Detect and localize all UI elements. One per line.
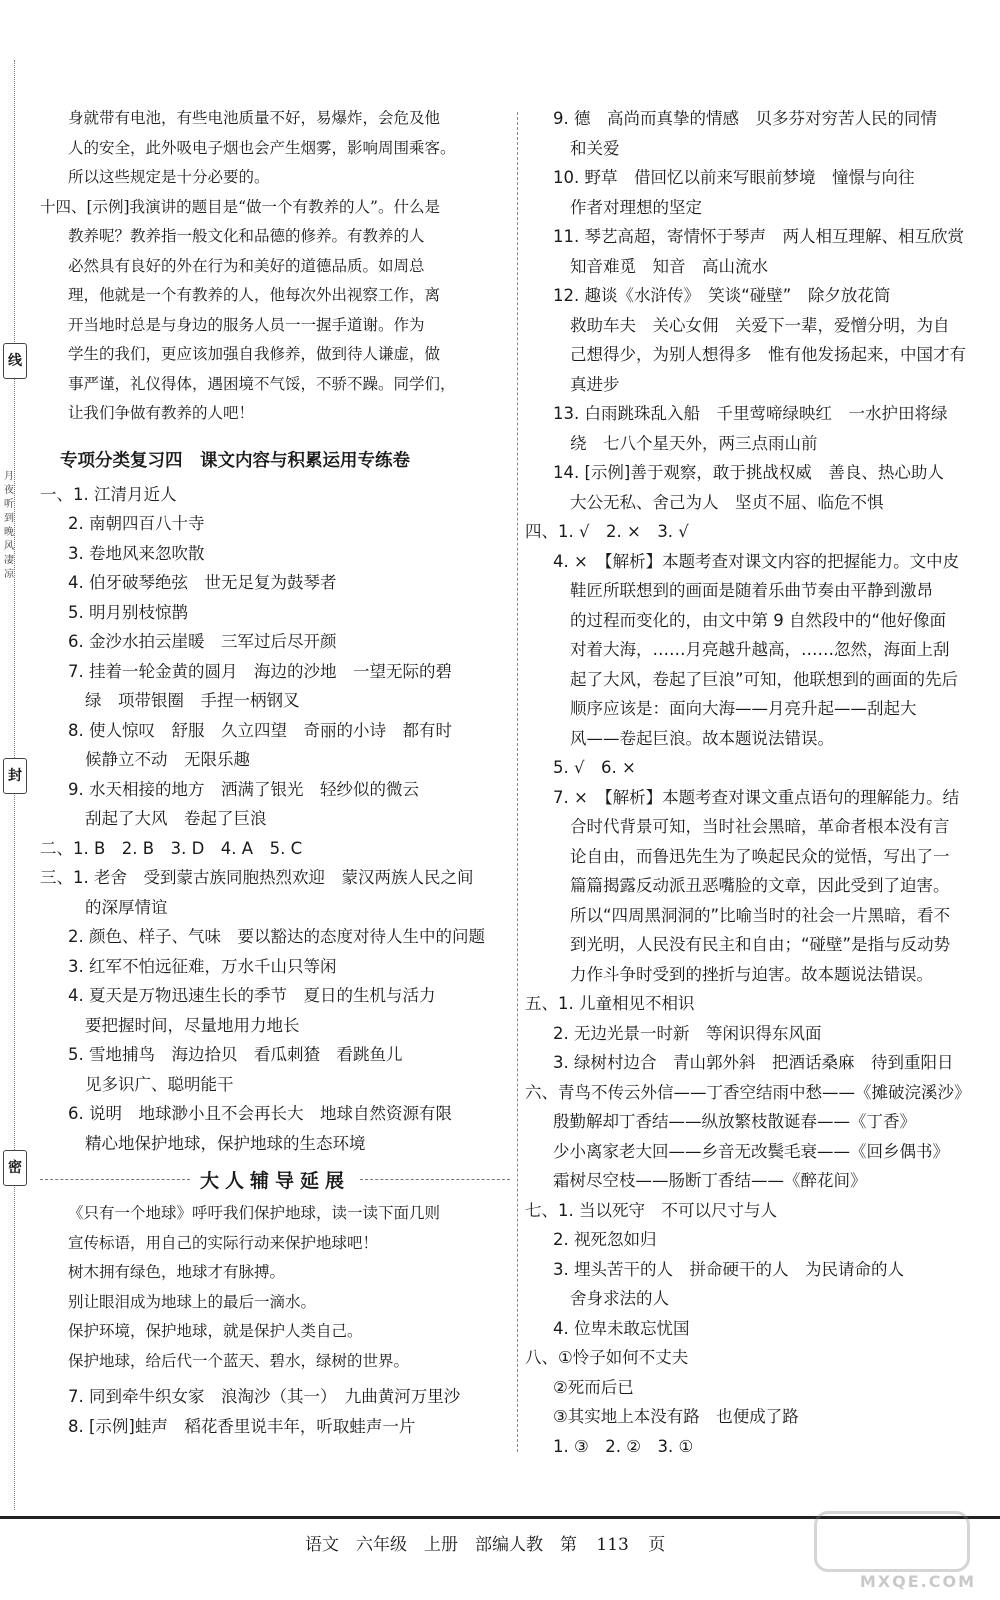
tutoring-box-title bbox=[40, 1166, 510, 1193]
text-line: 教养呢？教养指一般文化和品德的修养。有教养的人 bbox=[68, 227, 425, 245]
text-line: 七、1. 当以死守 不可以尺寸与人 bbox=[525, 1200, 777, 1220]
text-line: 的过程而变化的，由文中第 9 自然段中的“他好像面 bbox=[570, 610, 947, 630]
text-line: 知音难觅 知音 高山流水 bbox=[570, 256, 768, 276]
text-line: 开当地时总是与身边的服务人员一一握手道谢。作为 bbox=[68, 315, 425, 334]
text-line: 一、1. 江清月近人 bbox=[40, 484, 177, 504]
text-line: 8. 使人惊叹 舒服 久立四望 奇丽的小诗 都有时 bbox=[68, 720, 452, 740]
divider-dash bbox=[40, 1179, 190, 1180]
text-line: 9. 水天相接的地方 洒满了银光 轻纱似的微云 bbox=[68, 779, 419, 799]
section-title: 专项分类复习四 课文内容与积累运用专练卷 bbox=[60, 450, 410, 471]
text-line: 起了大风，卷起了巨浪”可知，他联想到的画面的先后 bbox=[570, 669, 959, 689]
tutoring-box-content bbox=[40, 1199, 510, 1376]
text-line: 合时代背景可知，当时社会黑暗，革命者根本没有言 bbox=[570, 817, 950, 836]
text-line: 身就带有电池，有些电池质量不好，易爆炸，会危及他 bbox=[68, 109, 441, 127]
text-line: 所以“四周黑洞洞的”比喻当时的社会一片黑暗，看不 bbox=[570, 905, 951, 925]
text-line: 必然具有良好的外在行为和美好的道德品质。如周总 bbox=[68, 256, 425, 275]
text-line: 绕 七八个星天外，两三点雨山前 bbox=[570, 433, 818, 453]
text-line: 11. 琴艺高超，寄情怀于琴声 两人相互理解、相互欣赏 bbox=[553, 227, 964, 246]
text-line: 3. 卷地风来忽吹散 bbox=[68, 543, 205, 563]
text-line: 7. × 【解析】本题考查对课文重点语句的理解能力。结 bbox=[553, 787, 960, 807]
binding-mark-mi: 密 bbox=[3, 1150, 27, 1186]
part-8-answers bbox=[525, 1343, 980, 1461]
text-line: 八、①怜子如何不丈夫 bbox=[525, 1348, 689, 1367]
part-7-answers bbox=[525, 1196, 980, 1344]
text-line: 4. 位卑未敢忘忧国 bbox=[553, 1318, 690, 1338]
part-6-answers bbox=[525, 1078, 980, 1196]
text-line: 鞋匠所联想到的画面是随着乐曲节奏由平静到激昂 bbox=[570, 581, 933, 600]
text-line: 8. [示例]蛙声 稻花香里说丰年，听取蛙声一片 bbox=[68, 1416, 416, 1436]
text-line: 2. 视死忽如归 bbox=[553, 1230, 657, 1249]
text-line: ③其实地上本没有路 也便成了路 bbox=[553, 1407, 799, 1426]
text-line: 6. 说明 地球渺小且不会再长大 地球自然资源有限 bbox=[68, 1104, 452, 1123]
part-4-answers bbox=[525, 517, 980, 989]
text-line: 4. 夏天是万物迅速生长的季节 夏日的生机与活力 bbox=[68, 986, 436, 1005]
text-line: 的深厚情谊 bbox=[85, 897, 168, 917]
right-column bbox=[525, 104, 980, 1461]
text-line: 7. 同到牵牛织女家 浪淘沙（其一） 九曲黄河万里沙 bbox=[68, 1387, 461, 1406]
text-line: 2. 南朝四百八十寺 bbox=[68, 514, 205, 533]
text-line: 5. √ 6. × bbox=[553, 758, 636, 777]
question-14-answer bbox=[40, 193, 510, 429]
text-line: 真进步 bbox=[570, 374, 620, 394]
text-line: 理，他就是一个有教养的人，他每次外出视察工作，离 bbox=[68, 286, 441, 304]
text-line: ②死而后已 bbox=[553, 1377, 634, 1397]
text-line: 事严谨，礼仪得体，遇困境不气馁，不骄不躁。同学们， bbox=[68, 374, 456, 393]
text-line: 2. 无边光景一时新 等闲识得东风面 bbox=[553, 1023, 822, 1043]
text-line: 10. 野草 借回忆以前来写眼前梦境 憧憬与向往 bbox=[553, 168, 915, 187]
text-line: 4. × 【解析】本题考查对课文内容的把握能力。文中皮 bbox=[553, 551, 960, 571]
text-line: 三、1. 老舍 受到蒙古族同胞热烈欢迎 蒙汉两族人民之间 bbox=[40, 868, 474, 887]
text-line: 候静立不动 无限乐趣 bbox=[85, 750, 250, 769]
text-line: 5. 雪地捕鸟 海边拾贝 看瓜刺猹 看跳鱼儿 bbox=[68, 1045, 403, 1064]
watermark-text: MXQE.COM bbox=[859, 1572, 976, 1591]
text-line: 《只有一个地球》呼吁我们保护地球，读一读下面几则 bbox=[68, 1204, 441, 1222]
text-line: 树木拥有绿色，地球才有脉搏。 bbox=[68, 1263, 286, 1281]
text-line: 霜树尽空枝——肠断丁香结——《醉花间》 bbox=[553, 1171, 867, 1190]
text-line: 篇篇揭露反动派丑恶嘴脸的文章，因此受到了迫害。 bbox=[570, 876, 950, 895]
text-line: 3. 埋头苦干的人 拼命硬干的人 为民请命的人 bbox=[553, 1259, 904, 1279]
text-line: 五、1. 儿童相见不相识 bbox=[525, 994, 695, 1013]
part-3b-answers bbox=[525, 104, 980, 517]
text-line: 别让眼泪成为地球上的最后一滴水。 bbox=[68, 1292, 317, 1311]
part-1-answers bbox=[40, 480, 510, 834]
text-line: 学生的我们，更应该加强自我修养，做到待人谦虚，做 bbox=[68, 345, 441, 363]
text-line: 保护地球，给后代一个蓝天、碧水，绿树的世界。 bbox=[68, 1351, 410, 1370]
binding-mark-feng: 封 bbox=[3, 758, 27, 794]
text-line: 救助车夫 关心女佣 关爱下一辈，爱憎分明，为自 bbox=[570, 315, 950, 335]
text-line: 7. 挂着一轮金黄的圆月 海边的沙地 一望无际的碧 bbox=[68, 661, 452, 681]
text-line: 和关爱 bbox=[570, 138, 620, 158]
text-line: 大公无私、舍己为人 坚贞不屈、临危不惧 bbox=[570, 492, 884, 512]
text-line: 顺序应该是：面向大海——月亮升起——刮起大 bbox=[570, 699, 917, 718]
site-watermark bbox=[800, 1505, 980, 1595]
text-line: 14. [示例]善于观察，敢于挑战权威 善良、热心助人 bbox=[553, 463, 944, 482]
text-line: 作者对理想的坚定 bbox=[570, 197, 702, 217]
handwritten-continuation bbox=[40, 104, 510, 193]
text-line: 人的安全，此外吸电子烟也会产生烟雾，影响周围乘客。 bbox=[68, 138, 456, 157]
text-line: 让我们争做有教养的人吧！ bbox=[68, 404, 255, 422]
text-line: 六、青鸟不传云外信——丁香空结雨中愁——《摊破浣溪沙》 bbox=[525, 1082, 971, 1102]
text-line: 12. 趣谈《水浒传》 笑谈“碰壁” 除夕放花筒 bbox=[553, 286, 891, 305]
text-line: 殷勤解却丁香结——纵放繁枝散诞春——《丁香》 bbox=[553, 1112, 916, 1131]
binding-mark-xian: 线 bbox=[3, 343, 27, 379]
text-line: 力作斗争时受到的挫折与迫害。故本题说法错误。 bbox=[570, 964, 933, 984]
part-3-answers bbox=[40, 863, 510, 1158]
part-1-tail-answers bbox=[40, 1382, 510, 1441]
binding-handwriting: 月夜听到晚风凄凉 bbox=[4, 471, 14, 580]
text-line: 3. 红军不怕远征难，万水千山只等闲 bbox=[68, 956, 337, 976]
part-2-answers bbox=[40, 834, 510, 864]
page-footer: 语文 六年级 上册 部编人教 第 113 页 bbox=[305, 1535, 666, 1555]
text-line: 6. 金沙水拍云崖暖 三军过后尽开颜 bbox=[68, 632, 337, 651]
text-line: 宣传标语，用自己的实际行动来保护地球吧！ bbox=[68, 1233, 379, 1252]
text-line: 四、1. √ 2. × 3. √ bbox=[525, 522, 689, 541]
text-line: 1. ③ 2. ② 3. ① bbox=[553, 1436, 694, 1456]
text-line: 舍身求法的人 bbox=[570, 1289, 669, 1308]
text-line: 3. 绿树村边合 青山郭外斜 把酒话桑麻 待到重阳日 bbox=[553, 1053, 954, 1072]
text-line: 论自由，而鲁迅先生为了唤起民众的觉悟，写出了一 bbox=[570, 846, 950, 866]
text-line: 2. 颜色、样子、气味 要以豁达的态度对待人生中的问题 bbox=[68, 927, 485, 946]
text-line: 二、1. B 2. B 3. D 4. A 5. C bbox=[40, 838, 303, 858]
text-line: 精心地保护地球，保护地球的生态环境 bbox=[85, 1133, 366, 1153]
text-line: 刮起了大风 卷起了巨浪 bbox=[85, 809, 267, 828]
text-line: 己想得少，为别人想得多 惟有他发扬起来，中国才有 bbox=[570, 345, 966, 364]
tutoring-box-heading: 大人辅导延展 bbox=[200, 1170, 351, 1192]
text-line: 5. 明月别枝惊鹊 bbox=[68, 602, 188, 622]
watermark-logo-icon bbox=[814, 1511, 970, 1572]
text-line: 十四、[示例]我演讲的题目是“做一个有教养的人”。什么是 bbox=[40, 197, 440, 216]
text-line: 风——卷起巨浪。故本题说法错误。 bbox=[570, 728, 834, 748]
text-line: 要把握时间，尽量地用力地长 bbox=[85, 1015, 300, 1035]
divider-dash bbox=[360, 1179, 510, 1180]
text-line: 绿 项带银圈 手捏一柄钢叉 bbox=[85, 691, 300, 710]
text-line: 到光明，人民没有民主和自由；“碰壁”是指与反动势 bbox=[570, 935, 951, 954]
text-line: 保护环境，保护地球，就是保护人类自己。 bbox=[68, 1322, 363, 1340]
text-line: 对着大海，……月亮越升越高，……忽然，海面上刮 bbox=[570, 640, 950, 659]
text-line: 所以这些规定是十分必要的。 bbox=[68, 168, 270, 186]
text-line: 9. 德 高尚而真挚的情感 贝多芬对穷苦人民的同情 bbox=[553, 109, 937, 128]
text-line: 少小离家老大回——乡音无改鬓毛衰——《回乡偶书》 bbox=[553, 1141, 949, 1161]
left-column bbox=[40, 104, 510, 1441]
part-5-answers bbox=[525, 989, 980, 1078]
column-divider bbox=[517, 112, 518, 1452]
text-line: 4. 伯牙破琴绝弦 世无足复为鼓琴者 bbox=[68, 573, 337, 592]
text-line: 见多识广、聪明能干 bbox=[85, 1074, 234, 1094]
text-line: 13. 白雨跳珠乱入船 千里莺啼绿映红 一水护田将绿 bbox=[553, 404, 948, 423]
